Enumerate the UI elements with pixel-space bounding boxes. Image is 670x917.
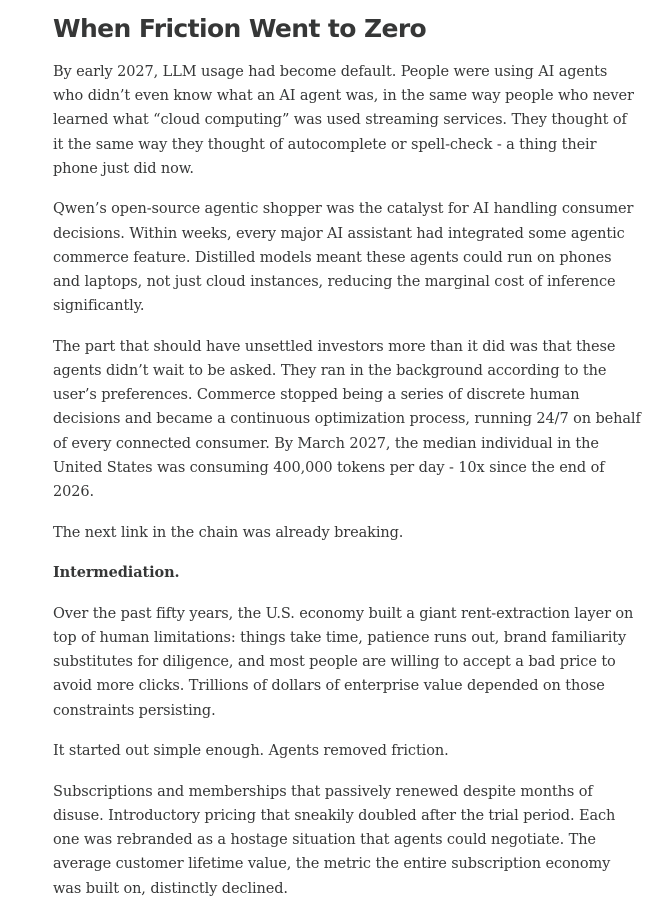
article (53, 12, 641, 917)
paragraph-subscriptions: Subscriptions and memberships that passively renewed despite months of disuse. Introductory pricing that sneakily doubled after the trial period. Each one was rebranded as a hostage situation that agents could negotiate. The average customer lifetime value, the metric the entire subscription economy was built on, distinctly declined. (53, 783, 616, 897)
paragraph-adoption: By early 2027, LLM usage had become default. People were using AI agents who didn’t even know what an AI agent was, in the same way people who never learned what “cloud computing” was used streaming services. They thought of it the same way they thought of autocomplete or spell-check - a thing their phone just did now. (53, 64, 634, 177)
article-title: When Friction Went to Zero (53, 14, 427, 43)
section-heading-intermediation: Intermediation. (53, 564, 180, 582)
paragraph-removed-friction: It started out simple enough. Agents removed friction. (53, 743, 449, 760)
paragraph-agentic-shopper: Qwen’s open-source agentic shopper was the catalyst for AI handling consumer decisions. Within weeks, every major AI assistant had integrated some agentic commerce feature. Distilled models meant these agents could run on phones and laptops, not just cloud instances, reducing the marginal cost of inference significantly. (53, 201, 634, 315)
paragraph-next-link: The next link in the chain was already breaking. (53, 524, 404, 541)
paragraph-background-agents: The part that should have unsettled investors more than it did was that these agents didn’t wait to be asked. They ran in the background according to the user’s preferences. Commerce stopped being a series of discrete human decisions and became a continuous optimization process, running 24/7 on behalf of every connected consumer. By March 2027, the median individual in the United States was consuming 400,000 tokens per day - 10x since the end of 2026. (53, 338, 641, 501)
paragraph-rent-extraction: Over the past fifty years, the U.S. economy built a giant rent-extraction layer on top of human limitations: things take time, patience runs out, brand familiarity substitutes for diligence, and most people are willing to accept a bad price to avoid more clicks. Trillions of dollars of enterprise value depended on those constraints persisting. (53, 605, 634, 719)
